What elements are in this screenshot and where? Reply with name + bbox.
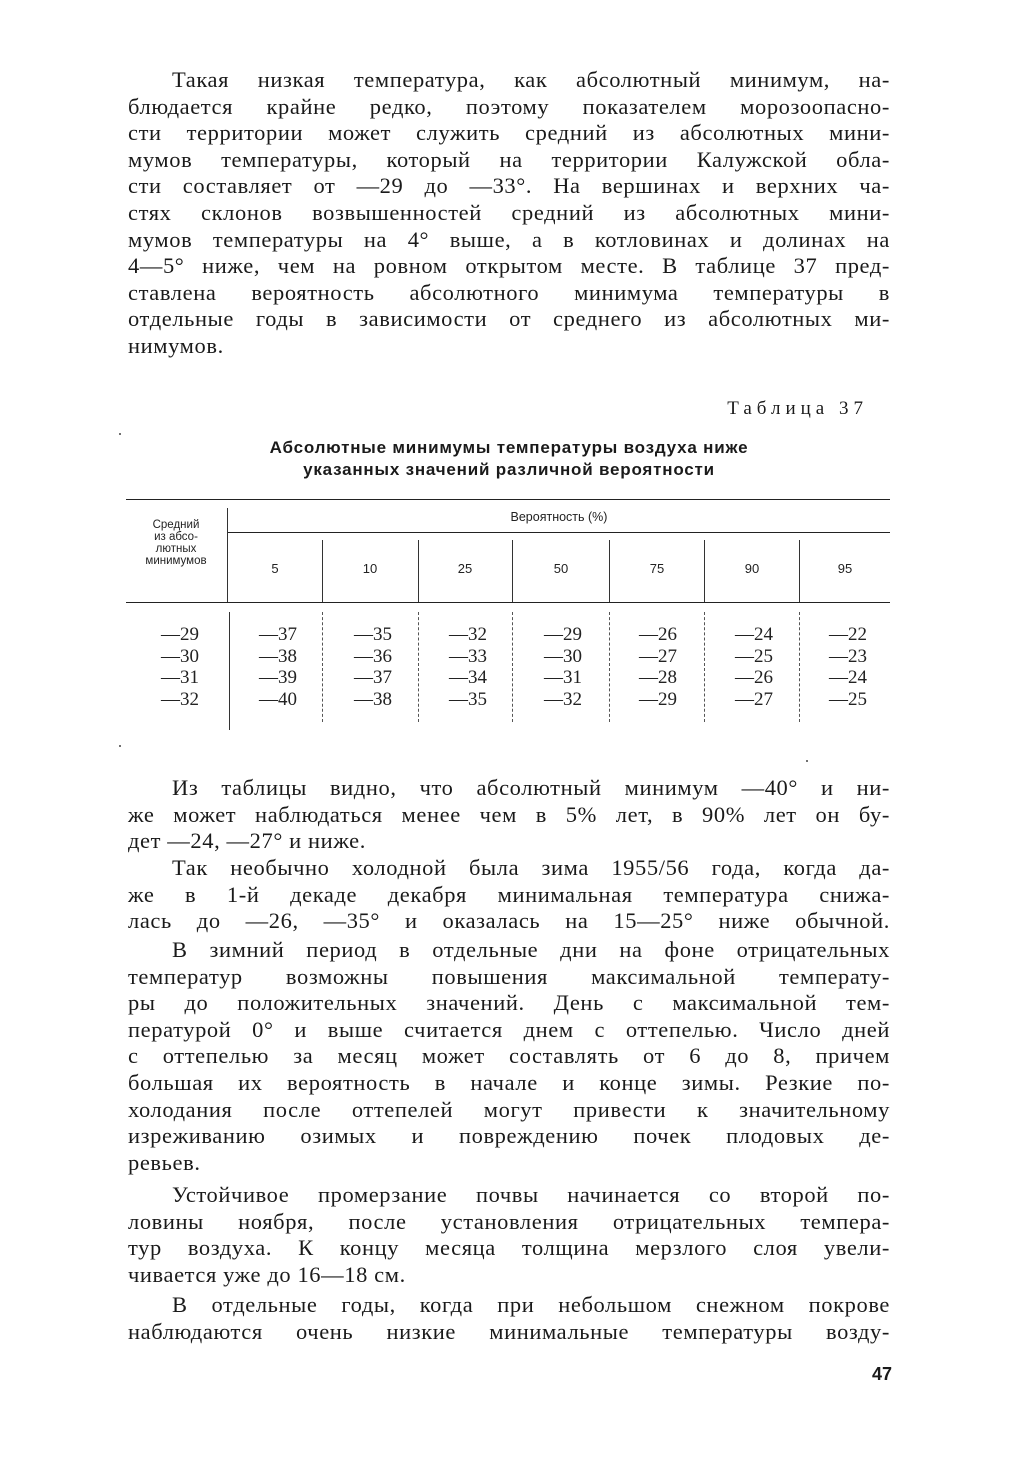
table-cell: —25 (829, 688, 867, 710)
table-title (128, 437, 890, 481)
table-cell: —26 (639, 624, 677, 645)
table-cell: —37 (259, 624, 297, 645)
table-row-labels (140, 624, 220, 710)
table-cell: —33 (449, 645, 487, 667)
header-vline-0 (227, 508, 228, 602)
page-number: 47 (872, 1364, 893, 1384)
table-cell: —35 (449, 688, 487, 710)
table-cell: —34 (449, 667, 487, 688)
paragraph-snow-cover: В отдельные годы, когда при небольшом снежном покрове наблюдаются очень низкие минимальные температуры возду- (128, 1292, 890, 1344)
table-probability-rule (228, 532, 890, 533)
row-label: —29 (161, 624, 199, 645)
body-vline-5 (704, 612, 705, 722)
body-vline-0 (229, 612, 230, 730)
table-cell: —38 (259, 645, 297, 667)
body-vline-6 (799, 612, 800, 722)
table-cell: —22 (829, 624, 867, 645)
table-cell: —27 (639, 645, 677, 667)
header-vline-5 (704, 540, 705, 602)
table-cell: —39 (259, 667, 297, 688)
probability-10: 10 (362, 561, 378, 576)
probability-75: 75 (649, 561, 665, 576)
table-title-line-1: Абсолютные минимумы температуры воздуха ниже (269, 438, 749, 457)
table-top-rule (126, 499, 890, 500)
table-column-25 (424, 624, 512, 710)
body-vline-1 (322, 612, 323, 722)
table-cell: —32 (449, 624, 487, 645)
table-cell: —27 (735, 688, 773, 710)
body-vline-2 (418, 612, 419, 722)
table-header-bottom-rule (126, 602, 890, 603)
table-caption: Таблица 37 (727, 398, 868, 419)
row-header: Средний из абсо- лютных минимумов (145, 519, 207, 567)
table-cell: —31 (544, 667, 582, 688)
header-vline-2 (418, 540, 419, 602)
paragraph-soil-freezing: Устойчивое промерзание почвы начинается со второй по- ловины ноября, после установления отрицательных темпера- тур воздуха. К концу месяца толщина мерзлого слоя увели- чивается уже до 16—18 см. (128, 1182, 890, 1287)
table-cell: —29 (544, 624, 582, 645)
table-column-75 (614, 624, 702, 710)
table-cell: —30 (544, 645, 582, 667)
table-cell: —38 (354, 688, 392, 710)
table-cell: —24 (829, 667, 867, 688)
row-label: —31 (161, 667, 199, 688)
paragraph-winter-1955: Так необычно холодной была зима 1955/56 года, когда да- же в 1-й декаде декабря минимальная температура снижа- лась до —26, —35° и оказалась на 15—25° ниже обычной. (128, 855, 890, 934)
paragraph-table-commentary: Из таблицы видно, что абсолютный минимум —40° и ни- же может наблюдаться менее чем в 5% лет, в 90% лет он бу- дет —24, —27° и ниже. (128, 775, 890, 854)
table-cell: —23 (829, 645, 867, 667)
table-cell: —35 (354, 624, 392, 645)
probability-header: Вероятность (%) (510, 510, 608, 524)
table-cell: —36 (354, 645, 392, 667)
probability-5: 5 (271, 561, 279, 576)
table-cell: —28 (639, 667, 677, 688)
row-label: —30 (161, 645, 199, 667)
table-column-50 (518, 624, 608, 710)
table-cell: —40 (259, 688, 297, 710)
table-title-line-2: указанных значений различной вероятности (303, 460, 715, 479)
print-speck (119, 745, 121, 747)
body-vline-3 (512, 612, 513, 722)
table-column-95 (806, 624, 890, 710)
table-column-10 (328, 624, 418, 710)
probability-25: 25 (457, 561, 473, 576)
header-vline-6 (799, 540, 800, 602)
table-cell: —25 (735, 645, 773, 667)
table-cell: —29 (639, 688, 677, 710)
print-speck (806, 760, 808, 762)
table-column-5 (234, 624, 322, 710)
header-vline-1 (322, 540, 323, 602)
intro-paragraph: Такая низкая температура, как абсолютный минимум, на- блюдается крайне редко, поэтому показателем морозоопасно- сти территории может служить средний из абсолютных мини- мумов температуры, который на территории Калужской обла- сти составляет от —29 до —33°. На вершинах и верхних ча- стях склонов возвышенностей средний из абсолютных мини- мумов температуры на 4° выше, а в котловинах и долинах на 4—5° ниже, чем на ровном открытом месте. В таблице 37 пред- ставлена вероятность абсолютного минимума температуры в отдельные годы в зависимости от среднего из абсолютных ми- нимумов. (128, 67, 890, 358)
probability-95: 95 (837, 561, 853, 576)
header-vline-4 (609, 540, 610, 602)
table-cell: —26 (735, 667, 773, 688)
table-cell: —24 (735, 624, 773, 645)
header-vline-3 (512, 540, 513, 602)
row-label: —32 (161, 688, 199, 710)
probability-90: 90 (744, 561, 760, 576)
probability-50: 50 (553, 561, 569, 576)
paragraph-thaw: В зимний период в отдельные дни на фоне отрицательных температур возможны повышения максимальной температу- ры до положительных значений. День с максимальной тем- пературой 0° и выше считается днем с оттепелью. Число дней с оттепелью за месяц может составлять от 6 до 8, причем большая их вероятность в начале и конце зимы. Резкие по- холодания после оттепелей могут привести к значительному изреживанию озимых и повреждению почек плодовых де- ревьев. (128, 937, 890, 1175)
table-cell: —32 (544, 688, 582, 710)
print-speck (119, 433, 121, 435)
body-vline-4 (609, 612, 610, 722)
table-column-90 (710, 624, 798, 710)
table-cell: —37 (354, 667, 392, 688)
